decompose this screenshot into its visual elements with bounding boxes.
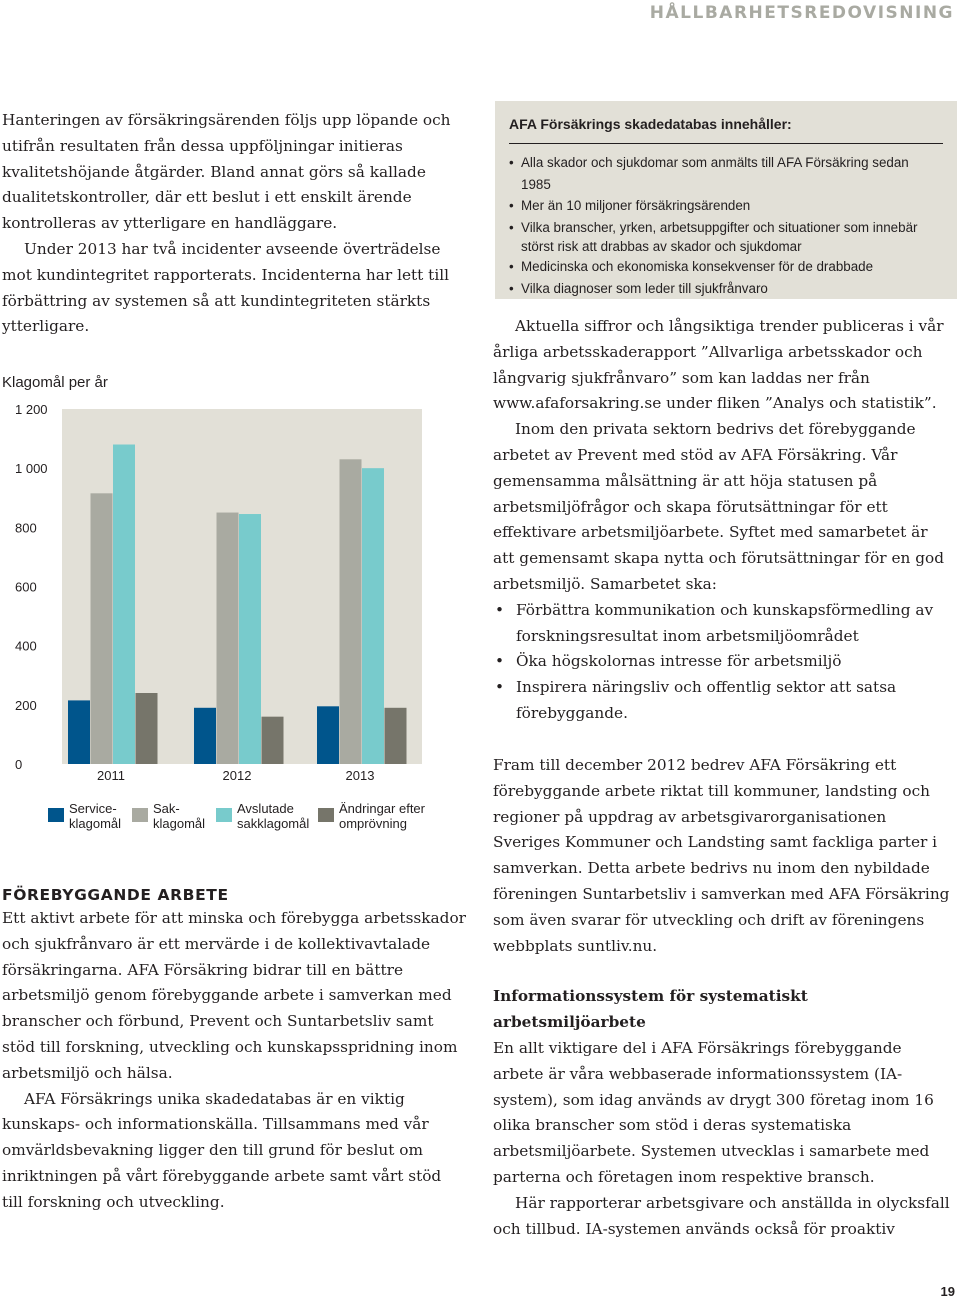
factbox-item: • Medicinska och ekonomiska konsekvenser för de drabbade (509, 256, 939, 278)
goals-list-item: • Öka högskolornas intresse för arbetsmiljö (493, 649, 951, 675)
prevent-paragraph: Inom den privata sektorn bedrivs det förebyggande arbetet av Prevent med stöd av AFA Försäkring. Vår gemensamma målsättning är att höja statusen på arbetsmiljöfrågor och skapa förutsättningar för ett effektivare arbetsmiljöarbete. Syftet med samarbetet är att gemensamt skapa nytta och förutsättningar för en god arbetsmiljö. Samarbetet ska: (493, 420, 945, 593)
factbox-item-continuation: störst risk att drabbas av skador och sjukdomar (521, 239, 802, 254)
factbox-divider (509, 143, 943, 144)
subheading: Informationssystem för systematiskt arbetsmiljöarbete (493, 987, 808, 1032)
y-tick-label: 400 (15, 638, 37, 654)
legend-swatch (318, 808, 334, 822)
bar (194, 708, 216, 764)
bar (262, 717, 284, 764)
legend-swatch (132, 808, 148, 822)
factbox-item (509, 217, 939, 257)
left-bottom-section (2, 884, 466, 1216)
goals-list (493, 598, 951, 727)
factbox (495, 101, 957, 299)
chart-title: Klagomål per år (2, 374, 108, 391)
y-tick-label: 600 (15, 579, 37, 595)
prevention-paragraph-1: Ett aktivt arbete för att minska och förebygga arbetsskador och sjukfrånvaro är ett mervärde i de kollektivavtalade försäkringarna. AFA Försäkring bidrar till en bättre arbetsmiljö genom förebyggande arbete i samverkan med branscher och förbund, Prevent och Suntarbetsliv samt stöd till forskning, utveckling och kunskapsspridning inom arbetsmiljö och hälsa. (2, 909, 466, 1082)
page-number: 19 (940, 1284, 955, 1299)
intro-paragraph-1: Hanteringen av försäkringsärenden följs upp löpande och utifrån resultaten från dessa uppföljningar initieras kvalitetshöjande åtgärder. Bland annat görs så kallade dualitetskontroller, där ett beslut i ett enskilt ärende kontrolleras av ytterligare en handläggare. (2, 111, 451, 233)
legend-item (318, 801, 425, 831)
bar (91, 493, 113, 764)
legend-item (48, 801, 121, 831)
reporting-paragraph: Här rapporterar arbetsgivare och anställda in olycksfall och tillbud. IA-systemen används också för proaktiv (493, 1193, 950, 1238)
factbox-item: • Mer än 10 miljoner försäkringsärenden (509, 195, 939, 217)
factbox-item: • Alla skador och sjukdomar som anmälts till AFA Försäkring sedan 1985 (509, 152, 939, 195)
ia-system-paragraph: En allt viktigare del i AFA Försäkrings förebyggande arbete är våra webbaserade informationssystem (IA-system), som idag används av drygt 300 företag inom 16 olika branscher som stöd i deras systematiska arbetsmiljöarbete. Systemen utvecklas i samarbete med parterna och företagen inom respektive bransch. (493, 1038, 934, 1186)
legend-item (132, 801, 205, 831)
chart (0, 370, 470, 850)
y-tick-label: 1 000 (15, 461, 48, 477)
factbox-list (509, 152, 939, 299)
bar (239, 514, 261, 764)
right-section-a (493, 314, 951, 727)
factbox-item: • Vilka diagnoser som leder till sjukfrånvaro (509, 278, 939, 300)
bar (68, 700, 90, 764)
x-tick-label: 2012 (222, 768, 252, 783)
suntarbetsliv-paragraph: Fram till december 2012 bedrev AFA Försäkring ett förebyggande arbete riktat till kommuner, landsting och regioner på uppdrag av arbetsgivarorganisationen Sveriges Kommuner och Landsting samt fackliga parter i samverkan. Detta arbete bedrivs nu inom den nybildade föreningen Suntarbetsliv i samverkan med AFA Försäkring som även svarar för utveckling och drift av föreningens webbplats suntliv.nu. (493, 756, 950, 955)
x-tick-label: 2013 (345, 768, 375, 783)
factbox-item-line: Vilka branscher, yrken, arbetsuppgifter och situationer som innebär (521, 219, 918, 235)
goals-list-item: • Förbättra kommunikation och kunskapsförmedling av forskningsresultat inom arbetsmiljöområdet (493, 598, 951, 650)
chart-legend (48, 801, 468, 841)
section-header: HÅLLBARHETSREDOVISNING (649, 3, 954, 23)
section-heading: FÖREBYGGANDE ARBETE (2, 886, 229, 904)
y-tick-label: 1 200 (15, 402, 48, 417)
factbox-title: AFA Försäkrings skadedatabas innehåller: (509, 116, 792, 132)
prevention-paragraph-2: AFA Försäkrings unika skadedatabas är en viktig kunskaps- och informationskälla. Tillsammans med vår omvärldsbevakning ligger den till grund för beslut om inriktningen på vårt förebyggande arbete samt vårt stöd till forskning och utveckling. (2, 1089, 442, 1211)
legend-label: Avslutade sakklagomål (237, 801, 310, 831)
left-intro (2, 108, 466, 340)
y-tick-label: 0 (15, 757, 23, 772)
bar-chart-svg (0, 370, 470, 850)
legend-swatch (48, 808, 64, 822)
legend-label: Ändringar efter omprövning (339, 801, 425, 831)
bar (340, 459, 362, 764)
legend-item (216, 801, 309, 831)
report-paragraph: Aktuella siffror och långsiktiga trender publiceras i vår årliga arbetsskaderapport ”Allvarliga arbetsskador och långvarig sjukfrånvaro” som kan laddas ner från www.afaforsakring.se under fliken ”Analys och statistik”. (493, 317, 944, 413)
goals-list-item: • Inspirera näringsliv och offentlig sektor att satsa förebyggande. (493, 675, 951, 727)
bar (385, 708, 407, 764)
bar (317, 706, 339, 764)
bar (362, 468, 384, 764)
bar (113, 445, 135, 765)
bar (217, 513, 239, 764)
right-section-b (493, 753, 955, 1242)
y-tick-label: 200 (15, 697, 37, 713)
legend-swatch (216, 808, 232, 822)
intro-paragraph-2: Under 2013 har två incidenter avseende överträdelse mot kundintegritet rapporterats. Incidenterna har lett till förbättring av systemen så att kundintegriteten stärkts ytterligare. (2, 239, 450, 336)
y-tick-label: 800 (15, 520, 37, 536)
bar (136, 693, 158, 764)
x-tick-label: 2011 (97, 768, 125, 783)
legend-label: Sak- klagomål (153, 801, 206, 831)
legend-label: Service- klagomål (69, 801, 122, 831)
